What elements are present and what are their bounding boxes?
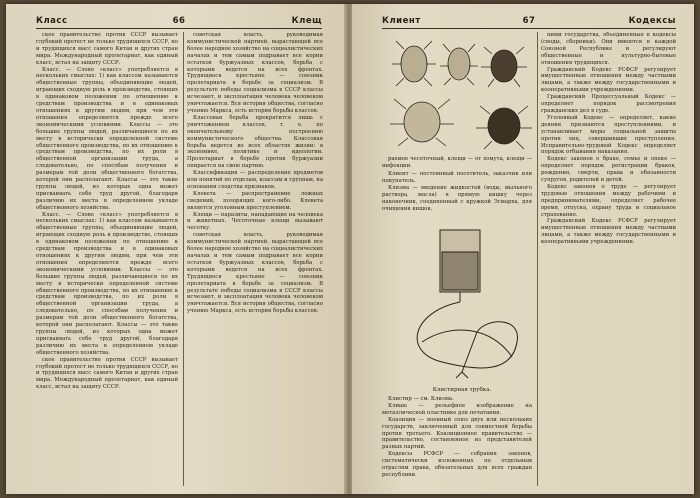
- paragraph: Класс. — Слово «класс» употребляется в нескольких смыслах: 1) как классом называются общественные группы, объединяющие людей, играющих сходную роль в производстве, стоящих в одинаковом положении по отношению к средствам производства и в одинаковых отношениях к другим людям, при чем эти отношения определяются прежде всего экономическими условиями. Классы — это большие группы людей, различающиеся по их месту в исторически определенной системе общественного производства, по их отношению к средствам производства, по их роли в общественной организации труда, а следовательно, по способам получения и размерам той доли общественного богатства, которой они располагают. Классы — это такие группы людей, из которых одна может присваивать себе труд другой, благодаря различию их места в определенном укладе общественного хозяйства.: [36, 66, 178, 211]
- left-column-1: [36, 32, 178, 486]
- paragraph: Кодекс законов о браке, семье и опеке — определяет порядок регистрации браков, рождения, смерти, права и обязанности супругов, родителей и детей.: [541, 156, 676, 184]
- paragraph: Кодексы РСФСР — собрания законов, систематически изложенных по отдельным отраслям права, обязательных для всех граждан республики.: [382, 451, 532, 478]
- tick-illustrations: [384, 34, 534, 154]
- column-divider: [537, 32, 538, 486]
- book-spread: [6, 4, 694, 494]
- paragraph: Клистир — см. Клизма.: [388, 396, 454, 402]
- left-column-2: [187, 32, 323, 486]
- paragraph: Гражданский Кодекс РСФСР регулирует имущественные отношения между частными лицами, а также между государственными и кооперативными учреждениями.: [541, 218, 676, 246]
- right-column-1-entries: [382, 171, 532, 219]
- paragraph: Классификация — распределение предметов или понятий по отделам, классам и группам, на основании сходства признаков.: [187, 170, 323, 190]
- paragraph: Классовая борьба прекратится лишь с уничтожением классов, т. е. по окончательному построению коммунистического общества. Классовая борьба ведется во всех областях жизни: в экономике, политике и идеологии. Пролетариат в борьбе против буржуазии опирается на свою партию.: [187, 114, 323, 170]
- right-column-1-bottom: [382, 396, 532, 486]
- paragraph: советская власть, руководимая коммунистической партией, вырастающей все более народное хозяйство на социалистических началах и тем самым подрывает все корни остатков буржуазных классов, борьба с которыми ведется на всех фронтах. Трудящиеся крестьяне — союзник пролетариата в борьбе за социализм. В результате победы социализма в СССР классы исчезают, и эксплоатация человека человеком уничтожается. Вся история общества, согласно учению Маркса, есть история борьбы классов.: [187, 232, 323, 315]
- paragraph: ними государства, объединенные в кодексы (своды, сборники). Они имеются в каждой Союзной Республике и регулируют общественные и культурно-бытовые отношения трудящихся.: [541, 32, 676, 66]
- paragraph: Клизма — введение жидкостей (воды, мыльного раствора, масла) в прямую кишку через наконечник, соединенный с кружкой Эсмарха, для очищения кишок.: [382, 184, 532, 212]
- paragraph: Кодекс законов о труде — регулирует трудовые отношения между рабочими и предпринимателями, определяет рабочее время, отпуска, охрану труда и социальное страхование.: [541, 183, 676, 218]
- right-column-2: [541, 32, 676, 486]
- paragraph: Уголовный Кодекс — определяет, какие деяния признаются преступлениями, и устанавливает меры социальной защиты против лиц, совершивших преступления. Исправительно-трудовой Кодекс определяет порядок отбывания наказания.: [541, 114, 676, 156]
- paragraph: Клевета — распространение ложных сведений, позорящих кого-либо. Клевета является уголовным преступлением.: [187, 190, 323, 211]
- right-page-header: [382, 16, 676, 28]
- paragraph: Клиент — постоянный посетитель, заказчик или покупатель.: [382, 171, 532, 184]
- right-header-term-right: Кодексы: [628, 16, 676, 26]
- paragraph: Класс. — Слово «класс» употребляется в нескольких смыслах: 1) как классом называются общественные группы, объединяющие людей, играющих сходную роль в производстве, стоящих в одинаковом положении по отношению к средствам производства и в одинаковых отношениях к другим людям, при чем эти отношения определяются прежде всего экономическими условиями. Классы — это большие группы людей, различающиеся по их месту в исторически определенной системе общественного производства, по их отношению к средствам производства, по их роли в общественной организации труда, а следовательно, по способам получения и размерам той доли общественного богатства, которой они располагают. Классы — это такие группы людей, из которых одна может присваивать себе труд другой, благодаря различию их места в определенном укладе общественного хозяйства.: [36, 211, 178, 356]
- left-header-term: Класс: [36, 16, 68, 26]
- enema-apparatus-illustration: [392, 222, 532, 382]
- paragraph: раемое чесоточный, клещи — от хомута, клещи — инфекции.: [382, 156, 532, 169]
- column-divider: [183, 32, 184, 486]
- figure-caption: Клистирная трубка.: [432, 387, 492, 393]
- paragraph: ское правительство против СССР вызывает глубокий протест не только трудящихся СССР, но и трудящихся масс самого Китая и других стран мира. Международный пролетариат, как единый класс, встал на защиту СССР.: [36, 356, 178, 391]
- paragraph: Гражданский Процессуальный Кодекс — определяет порядок рассмотрения гражданских дел в суде.: [541, 94, 676, 114]
- paragraph: Гражданский Кодекс РСФСР регулирует имущественные отношения между частными лицами, а также между государственными и кооперативными учреждениями.: [541, 66, 676, 94]
- header-rule: [382, 28, 676, 29]
- left-header-term-right: Клещ: [291, 16, 322, 26]
- right-page-number: 67: [522, 16, 536, 26]
- paragraph: Клише — рельефное изображение на металлической пластинке для печатания.: [382, 402, 532, 416]
- left-page-number: 66: [172, 16, 186, 26]
- left-page-header: [36, 16, 322, 28]
- paragraph: советская власть, руководимая коммунистической партией, вырастающей все более народное хозяйство на социалистических началах и тем самым подрывает все корни остатков буржуазных классов, борьба с которыми ведется на всех фронтах. Трудящиеся крестьяне — союзник пролетариата в борьбе за социализм. В результате победы социализма в СССР классы исчезают, и эксплоатация человека человеком уничтожается. Вся история общества, согласно учению Маркса, есть история борьбы классов.: [187, 32, 323, 114]
- paragraph: ское правительство против СССР вызывает глубокий протест не только трудящихся СССР, но и трудящихся масс самого Китая и других стран мира. Международный пролетариат, как единый класс, встал на защиту СССР.: [36, 32, 178, 66]
- right-page: [352, 4, 694, 494]
- right-header-term: Клиент: [382, 16, 421, 26]
- paragraph: Клещи — паразиты, нападающие на человека и животных. Чесоточные клещи вызывают чесотку.: [187, 211, 323, 232]
- paragraph: Коалиция — военный союз двух или нескольких государств, заключенный для совместной борьбы против третьего. Коалиционное правительство — правительство, составленное из представителей разных партий.: [382, 416, 532, 451]
- header-rule: [36, 28, 322, 29]
- left-page: [6, 4, 346, 494]
